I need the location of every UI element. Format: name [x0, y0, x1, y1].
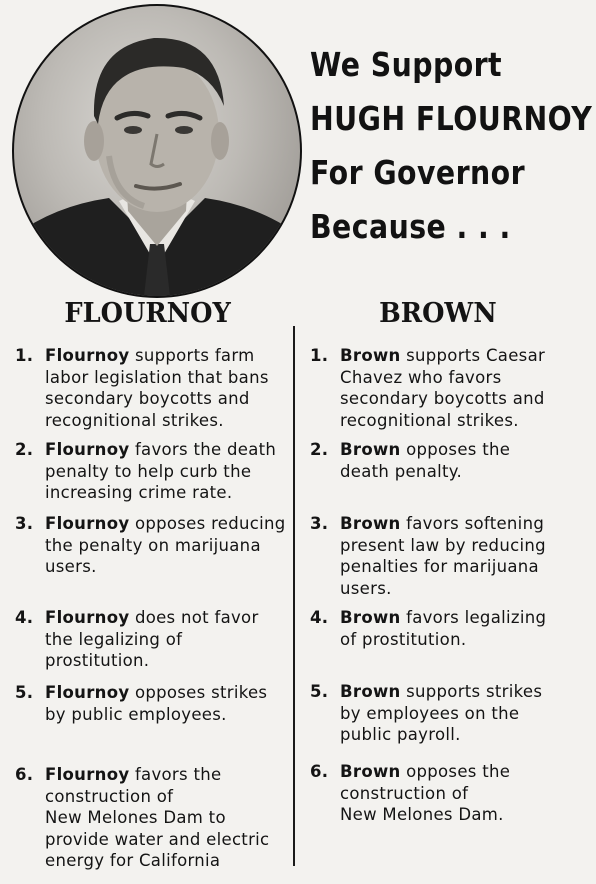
item-number: 1. — [15, 346, 34, 365]
candidate-name: Flournoy — [45, 440, 130, 459]
item-text-line: opposes strikes — [134, 683, 268, 702]
item-number: 2. — [15, 440, 34, 459]
candidate-portrait — [12, 4, 302, 298]
candidate-name: Brown — [340, 440, 401, 459]
item-text-line: construction of — [340, 783, 469, 803]
item-number: 2. — [310, 440, 329, 459]
item-text-line: prostitution. — [45, 651, 150, 670]
item-text-line: penalties for marijuana — [340, 557, 539, 576]
item-text-line: present law by reducing — [340, 535, 546, 555]
portrait-illustration — [14, 6, 300, 296]
item-text-line: does not favor — [134, 608, 259, 627]
item-number: 5. — [310, 682, 329, 701]
headline — [310, 38, 593, 254]
candidate-name: Flournoy — [45, 608, 130, 627]
item-text-line: penalty to help curb the — [45, 461, 252, 481]
item-text-line: energy for California — [45, 851, 221, 870]
column-divider — [293, 326, 295, 866]
item-text-line: favors the death — [134, 440, 277, 459]
headline-line-2: HUGH FLOURNOY — [310, 99, 593, 138]
item-text-line: secondary boycotts and — [340, 389, 545, 408]
item-text-line: favors the — [134, 765, 222, 784]
item-text-line: the legalizing of — [45, 629, 183, 649]
item-number: 6. — [15, 765, 34, 784]
flournoy-column-heading: FLOURNOY — [64, 298, 231, 329]
item-text-line: labor legislation that bans — [45, 367, 269, 387]
item-text-line: by employees on the — [340, 703, 520, 723]
headline-line-1: We Support — [310, 45, 503, 84]
item-text-line: New Melones Dam. — [340, 805, 504, 824]
item-text-line: provide water and electric — [45, 829, 270, 849]
item-number: 6. — [310, 762, 329, 781]
candidate-name: Brown — [340, 608, 401, 627]
candidate-name: Flournoy — [45, 683, 130, 702]
item-text-line: favors legalizing — [406, 608, 547, 627]
item-text-line: public payroll. — [340, 725, 461, 744]
candidate-name: Brown — [340, 514, 401, 533]
item-number: 1. — [310, 346, 329, 365]
item-number: 3. — [15, 514, 34, 533]
item-text-line: supports strikes — [406, 682, 543, 701]
item-text-line: increasing crime rate. — [45, 483, 233, 502]
item-text-line: opposes the — [406, 440, 511, 459]
candidate-name: Flournoy — [45, 346, 130, 365]
headline-line-4: Because . . . — [310, 207, 511, 246]
item-text-line: secondary boycotts and — [45, 389, 250, 408]
item-text-line: recognitional strikes. — [340, 410, 519, 430]
item-text-line: Chavez who favors — [340, 367, 502, 387]
item-number: 5. — [15, 683, 34, 702]
item-text-line: construction of — [45, 786, 174, 806]
item-number: 4. — [15, 608, 34, 627]
candidate-name: Brown — [340, 682, 401, 701]
candidate-name: Brown — [340, 762, 401, 781]
brown-column-heading: BROWN — [379, 298, 497, 329]
item-number: 4. — [310, 608, 329, 627]
item-text-line: supports Caesar — [406, 346, 546, 365]
item-text-line: New Melones Dam to — [45, 808, 226, 827]
item-text-line: opposes reducing — [134, 514, 286, 533]
candidate-name: Brown — [340, 346, 401, 365]
item-text-line: recognitional strikes. — [45, 410, 224, 430]
item-number: 3. — [310, 514, 329, 533]
item-text-line: of prostitution. — [340, 629, 467, 649]
item-text-line: death penalty. — [340, 461, 463, 481]
item-text-line: the penalty on marijuana — [45, 535, 261, 555]
item-text-line: favors softening — [406, 514, 545, 533]
item-text-line: users. — [340, 578, 392, 598]
item-text-line: users. — [45, 557, 97, 576]
item-text-line: supports farm — [134, 346, 255, 365]
candidate-name: Flournoy — [45, 765, 130, 784]
candidate-name: Flournoy — [45, 514, 130, 533]
item-text-line: opposes the — [406, 762, 511, 781]
item-text-line: by public employees. — [45, 704, 227, 724]
headline-line-3: For Governor — [310, 153, 526, 192]
